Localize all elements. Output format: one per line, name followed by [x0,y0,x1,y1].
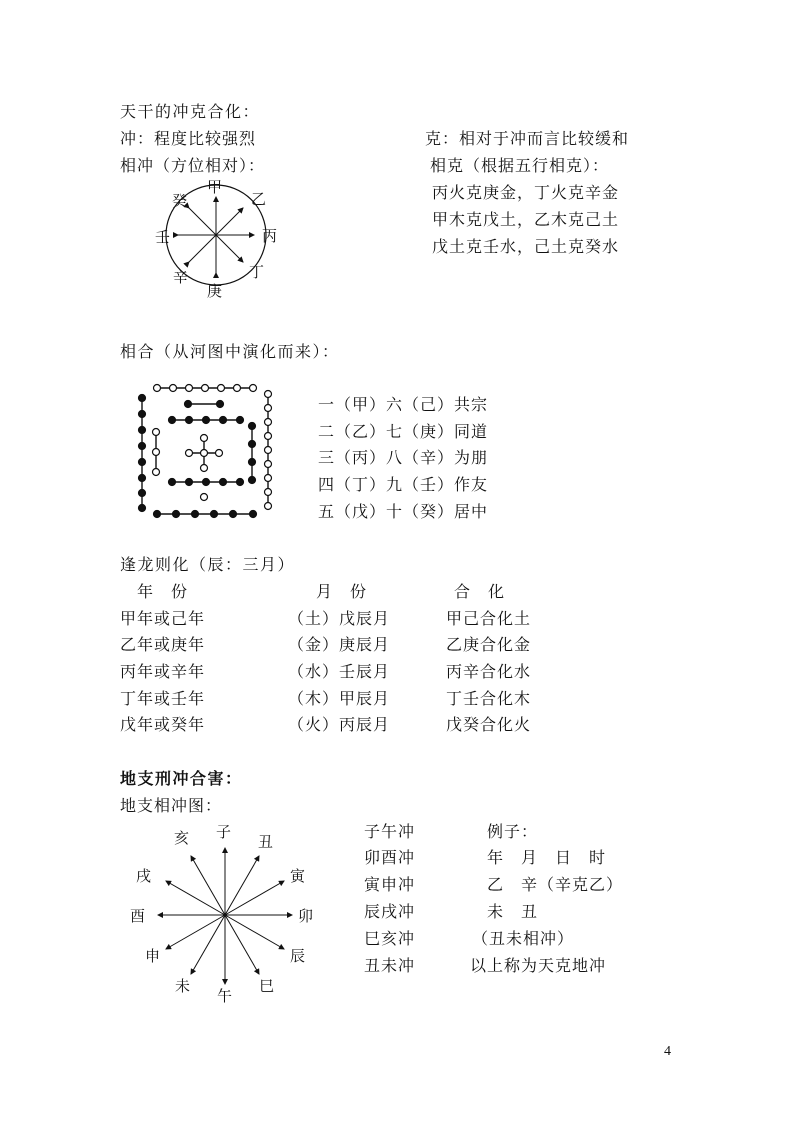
table-row-1-year: 甲年或己年 [120,609,206,628]
chong-item-1: 子午冲 [364,822,416,841]
col-header-year: 年 份 [137,582,189,601]
section-heading-tiangan: 天干的冲克合化： [120,102,261,121]
xiangchong-title: 相冲（方位相对）： [120,156,266,175]
branch-shen: 申 [145,947,162,965]
pair-line-5: 五（戊）十（癸）居中 [318,502,489,521]
pair-line-2: 二（乙）七（庚）同道 [318,422,489,441]
example-values-branches: 未 丑 [487,902,539,921]
chong-item-5: 巳亥冲 [364,929,416,948]
chong-item-2: 卯酉冲 [364,848,416,867]
pair-line-1: 一（甲）六（己）共宗 [318,395,489,414]
label-geng: 庚 [207,282,224,300]
table-row-4-hehua: 丁壬合化木 [446,689,532,708]
example-conclusion: 以上称为天克地冲 [470,956,607,975]
table-row-3-year: 丙年或辛年 [120,662,206,681]
branch-chou: 丑 [258,833,275,851]
table-row-2-month: （金）庚辰月 [288,635,391,654]
branch-you: 酉 [130,907,147,925]
label-ren: 壬 [155,228,172,246]
table-row-2-hehua: 乙庚合化金 [446,635,532,654]
label-bing: 丙 [262,227,279,245]
pair-line-4: 四（丁）九（壬）作友 [318,475,489,494]
col-header-month: 月 份 [316,582,368,601]
chong-item-4: 辰戌冲 [364,902,416,921]
branch-mao: 卯 [298,907,315,925]
xiangke-title: 相克（根据五行相克）： [430,156,610,175]
table-row-1-hehua: 甲己合化土 [446,609,532,628]
label-yi: 乙 [251,190,268,208]
table-row-5-year: 戊年或癸年 [120,715,206,734]
section-heading-fenglong: 逢龙则化（辰：三月） [120,555,296,574]
branch-zi: 子 [216,823,233,841]
table-row-1-month: （土）戊辰月 [288,609,391,628]
chong-item-6: 丑未冲 [364,956,416,975]
pair-line-3: 三（丙）八（辛）为朋 [318,448,489,467]
branch-xu: 戌 [136,867,153,885]
chong-title: 冲：程度比较强烈 [120,129,257,148]
chong-item-3: 寅申冲 [364,875,416,894]
ke-line-2: 甲木克戊土，乙木克己土 [432,210,620,229]
ke-line-3: 戊土克壬水，己土克癸水 [432,237,620,256]
example-note: （丑未相冲） [472,929,575,948]
table-row-3-hehua: 丙辛合化水 [446,662,532,681]
table-row-4-year: 丁年或壬年 [120,689,206,708]
dizhi-subheading: 地支相冲图： [120,796,223,815]
dizhi-chong-diagram [150,825,310,1005]
branch-wu: 午 [217,987,234,1005]
branch-si: 巳 [259,977,276,995]
label-ding: 丁 [249,263,266,281]
table-row-4-month: （木）甲辰月 [288,689,391,708]
col-header-hehua: 合 化 [454,582,506,601]
table-row-5-month: （火）丙辰月 [288,715,391,734]
ke-title: 克：相对于冲而言比较缓和 [425,129,630,148]
section-heading-dizhi: 地支刑冲合害： [120,769,243,788]
example-header: 年 月 日 时 [487,848,607,867]
table-row-2-year: 乙年或庚年 [120,635,206,654]
hetu-diagram [132,380,282,525]
page-number: 4 [664,1044,671,1059]
label-gui: 癸 [172,192,189,210]
label-xin: 辛 [173,268,190,286]
branch-chen: 辰 [290,947,307,965]
branch-yin: 寅 [290,867,307,885]
example-title: 例子： [487,822,539,841]
branch-hai: 亥 [174,829,191,847]
ke-line-1: 丙火克庚金，丁火克辛金 [432,183,620,202]
table-row-3-month: （水）壬辰月 [288,662,391,681]
label-jia: 甲 [207,178,224,196]
section-heading-xianghe: 相合（从河图中演化而来）： [120,342,340,361]
branch-wei: 未 [175,977,192,995]
table-row-5-hehua: 戊癸合化火 [446,715,532,734]
example-values: 乙 辛（辛克乙） [487,875,624,894]
